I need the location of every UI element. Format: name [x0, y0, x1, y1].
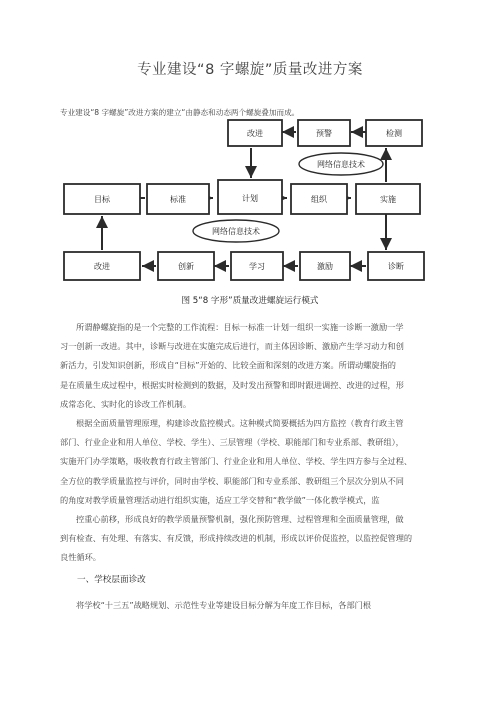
- paragraph-line: 全方位的教学质量监控与评价，同时由学校、职能部门和专业系部、教研组三个层次分别从不同: [60, 475, 404, 486]
- box-motivate-label: 激励: [317, 262, 333, 271]
- paragraph-line: 所谓静螺旋指的是一个完整的工作流程：目标一标准一计划一组织一实施一诊断一激励一学: [76, 322, 404, 332]
- paragraph-line: 的角度对教学质量管理活动进行组织实施，适应工学交替和“教学做”一体化教学模式，监: [60, 494, 380, 505]
- paragraph-line: 将学校“十三五”战略规划、示范性专业等建设目标分解为年度工作目标，各部门根: [76, 600, 372, 610]
- ellipse-network-top-label: 网络信息技术: [317, 160, 365, 169]
- figure-caption: 图 5“8 字形”质量改进螺旋运行模式: [181, 296, 319, 306]
- box-improve-top-label: 改进: [247, 129, 263, 138]
- paragraph-static-spiral: [60, 318, 456, 414]
- paragraph-line: 成常态化、实时化的诊改工作机制。: [60, 398, 192, 409]
- paragraph-warning-mechanism: [60, 510, 456, 568]
- box-organize-label: 组织: [311, 195, 327, 204]
- box-warning-label: 预警: [316, 129, 332, 138]
- paragraph-line: 控重心前移，形成良好的教学质量预警机制，强化预防管理、过程管理和全面质量管理，做: [76, 514, 404, 524]
- box-diagnose-label: 诊断: [388, 262, 404, 271]
- box-plan-label: 计划: [242, 194, 258, 203]
- box-learn-label: 学习: [249, 262, 265, 271]
- box-target-label: 目标: [94, 195, 110, 204]
- box-monitor-label: 检测: [386, 129, 402, 138]
- paragraph-line: 根据全面质量管理原理，构建诊改监控模式。这种模式简要概括为四方监控（教育行政主管: [76, 418, 404, 428]
- spiral-diagram-svg: [60, 118, 440, 286]
- page-title: 专业建设“8 字螺旋”质量改进方案: [137, 62, 363, 78]
- ellipse-network-bottom-label: 网络信息技术: [212, 227, 260, 236]
- paragraph-line: 新活力，引发知识创新，形成自“目标”开始的、比较全面和深刻的改进方案。所谓动螺旋指的: [60, 360, 396, 371]
- box-improve-bottom-label: 改进: [94, 262, 110, 271]
- paragraph-line: 到有检查、有处理、有落实、有反馈，形成持续改进的机制，形成以评价促监控，以监控促管理的: [60, 533, 413, 544]
- paragraph-monitoring-mode: [60, 414, 456, 510]
- paragraph-line: 良性循环。: [60, 552, 101, 563]
- paragraph-line: 是在质量生成过程中，根据实时检测到的数据，及时发出预警和即时跟进调控、改进的过程，形: [60, 379, 404, 390]
- paragraph-line: 部门、行业企业和用人单位、学校、学生）、三层管理（学校、职能部门和专业系部、教研组），: [60, 437, 404, 448]
- paragraph-school-level: [60, 596, 456, 615]
- intro-text: 专业建设“8 字螺旋”改进方案的建立“由静态和动态两个螺旋叠加而成。: [60, 108, 300, 117]
- section-heading: 一、学校层面诊改: [77, 575, 146, 585]
- paragraph-line: 习一创新一改进。其中，诊断与改进在实施完成后进行，而主体因诊断、激励产生学习动力和创: [60, 341, 404, 352]
- box-implement-label: 实施: [380, 195, 396, 204]
- box-innovate-label: 创新: [178, 262, 194, 271]
- box-standard-label: 标准: [170, 195, 186, 204]
- spiral-diagram: [60, 118, 440, 286]
- paragraph-line: 实施开门办学策略，吸收教育行政主管部门、行业企业和用人单位、学校、学生四方参与全过程、: [60, 456, 413, 467]
